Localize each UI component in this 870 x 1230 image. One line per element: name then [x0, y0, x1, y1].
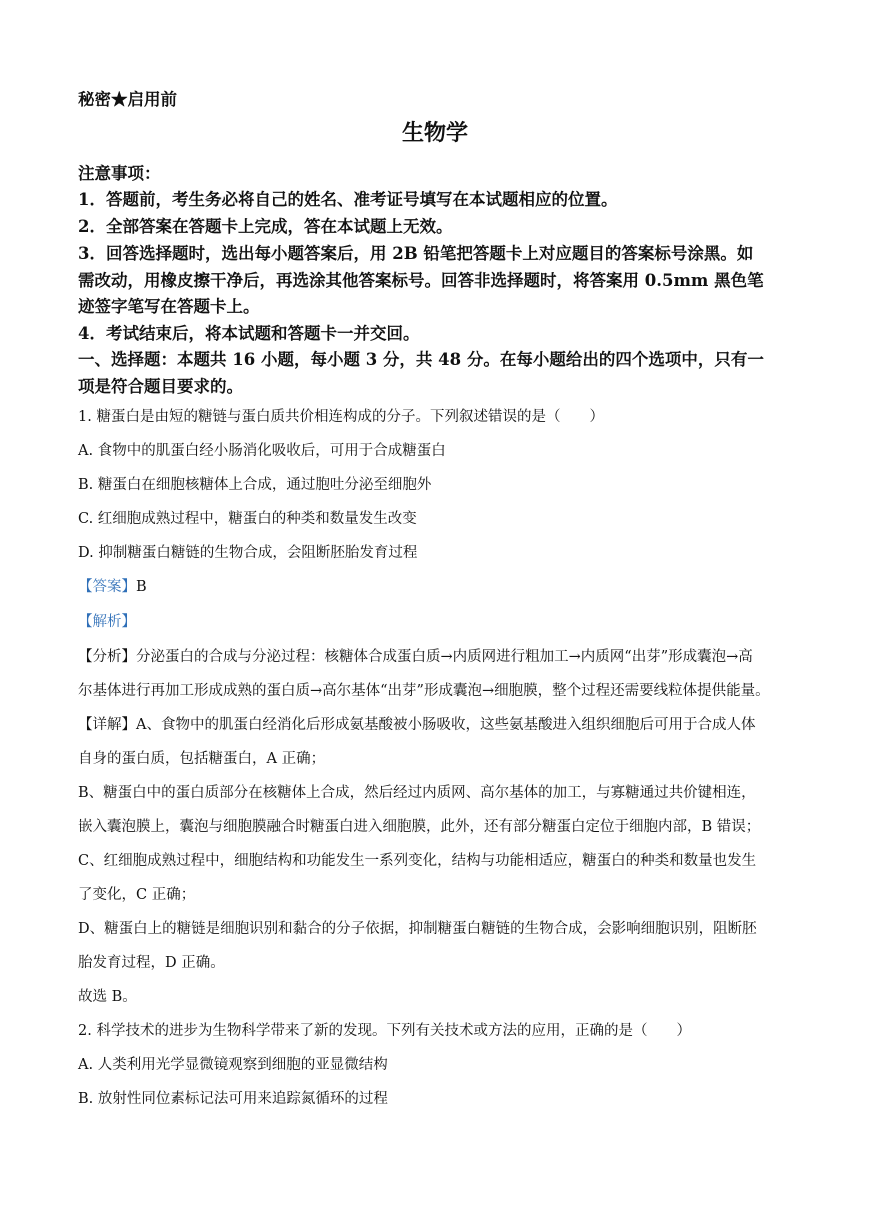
xiangjie-line: [78, 713, 755, 734]
q1-option-a: A. 食物中的肌蛋白经小肠消化吸收后，可用于合成糖蛋白: [78, 443, 446, 459]
fenxi-text: 分泌蛋白的合成与分泌过程：核糖体合成蛋白质→内质网进行粗加工→内质网“出芽”形成囊泡→高: [136, 649, 753, 665]
xiangjie-d: D、糖蛋白上的糖链是细胞识别和黏合的分子依据，抑制糖蛋白糖链的生物合成，会影响细胞识别，阻断胚: [78, 921, 757, 937]
notice-item: 需改动，用橡皮擦干净后，再选涂其他答案标号。回答非选择题时，将答案用 0.5mm 黑色笔: [78, 271, 764, 290]
xiangjie-a: A、食物中的肌蛋白经消化后形成氨基酸被小肠吸收，这些氨基酸进入组织细胞后可用于合成人体: [136, 717, 756, 733]
q1-option-c: C. 红细胞成熟过程中，糖蛋白的种类和数量发生改变: [78, 511, 417, 527]
q2-option-a: A. 人类利用光学显微镜观察到细胞的亚显微结构: [78, 1057, 388, 1073]
xiangjie-c: C、红细胞成熟过程中，细胞结构和功能发生一系列变化，结构与功能相适应，糖蛋白的种类和数量也发生: [78, 853, 757, 869]
q2-option-b: B. 放射性同位素标记法可用来追踪氮循环的过程: [78, 1091, 388, 1107]
notice-item: 2．全部答案在答题卡上完成，答在本试题上无效。: [78, 217, 453, 236]
question-2-stem: 2. 科学技术的进步为生物科学带来了新的发现。下列有关技术或方法的应用，正确的是（ ）: [78, 1023, 691, 1039]
fenxi-line: [78, 645, 753, 666]
xiangjie-b-cont: 嵌入囊泡膜上，囊泡与细胞膜融合时糖蛋白进入细胞膜，此外，还有部分糖蛋白定位于细胞内部，B 错误；: [78, 819, 761, 835]
answer-tag: 【答案】: [78, 579, 136, 595]
analysis-tag: 【解析】: [78, 614, 136, 630]
xiangjie-c-cont: 了变化，C 正确；: [78, 887, 196, 903]
confidential-label: 秘密★启用前: [78, 90, 177, 109]
fenxi-tag: 【分析】: [78, 649, 136, 665]
page-title: 生物学: [401, 120, 468, 146]
q1-answer: [78, 575, 147, 596]
notice-item: 1．答题前，考生务必将自己的姓名、准考证号填写在本试题相应的位置。: [78, 190, 618, 209]
section-heading: 一、选择题：本题共 16 小题，每小题 3 分，共 48 分。在每小题给出的四个选项中，只有一: [78, 350, 764, 369]
notice-item: 迹签字笔写在答题卡上。: [78, 297, 260, 316]
section-heading-cont: 项是符合题目要求的。: [78, 377, 243, 396]
q1-conclusion: 故选 B。: [78, 989, 137, 1005]
q1-option-b: B. 糖蛋白在细胞核糖体上合成，通过胞吐分泌至细胞外: [78, 477, 432, 493]
q1-option-d: D. 抑制糖蛋白糖链的生物合成，会阻断胚胎发育过程: [78, 545, 418, 561]
fenxi-line-cont: 尔基体进行再加工形成成熟的蛋白质→高尔基体“出芽”形成囊泡→细胞膜，整个过程还需要线粒体提供能量。: [78, 683, 770, 699]
notice-item: 3．回答选择题时，选出每小题答案后，用 2B 铅笔把答题卡上对应题目的答案标号涂黑。如: [78, 244, 754, 263]
xiangjie-d-cont: 胎发育过程，D 正确。: [78, 955, 225, 971]
question-1-stem: 1. 糖蛋白是由短的糖链与蛋白质共价相连构成的分子。下列叙述错误的是（ ）: [78, 409, 604, 425]
xiangjie-tag: 【详解】: [78, 717, 136, 733]
notice-item: 4．考试结束后，将本试题和答题卡一并交回。: [78, 324, 420, 343]
xiangjie-b: B、糖蛋白中的蛋白质部分在核糖体上合成，然后经过内质网、高尔基体的加工，与寡糖通过共价键相连，: [78, 785, 756, 801]
answer-value: B: [136, 579, 147, 595]
xiangjie-a-cont: 自身的蛋白质，包括糖蛋白，A 正确；: [78, 751, 326, 767]
notice-heading: 注意事项：: [78, 164, 161, 183]
